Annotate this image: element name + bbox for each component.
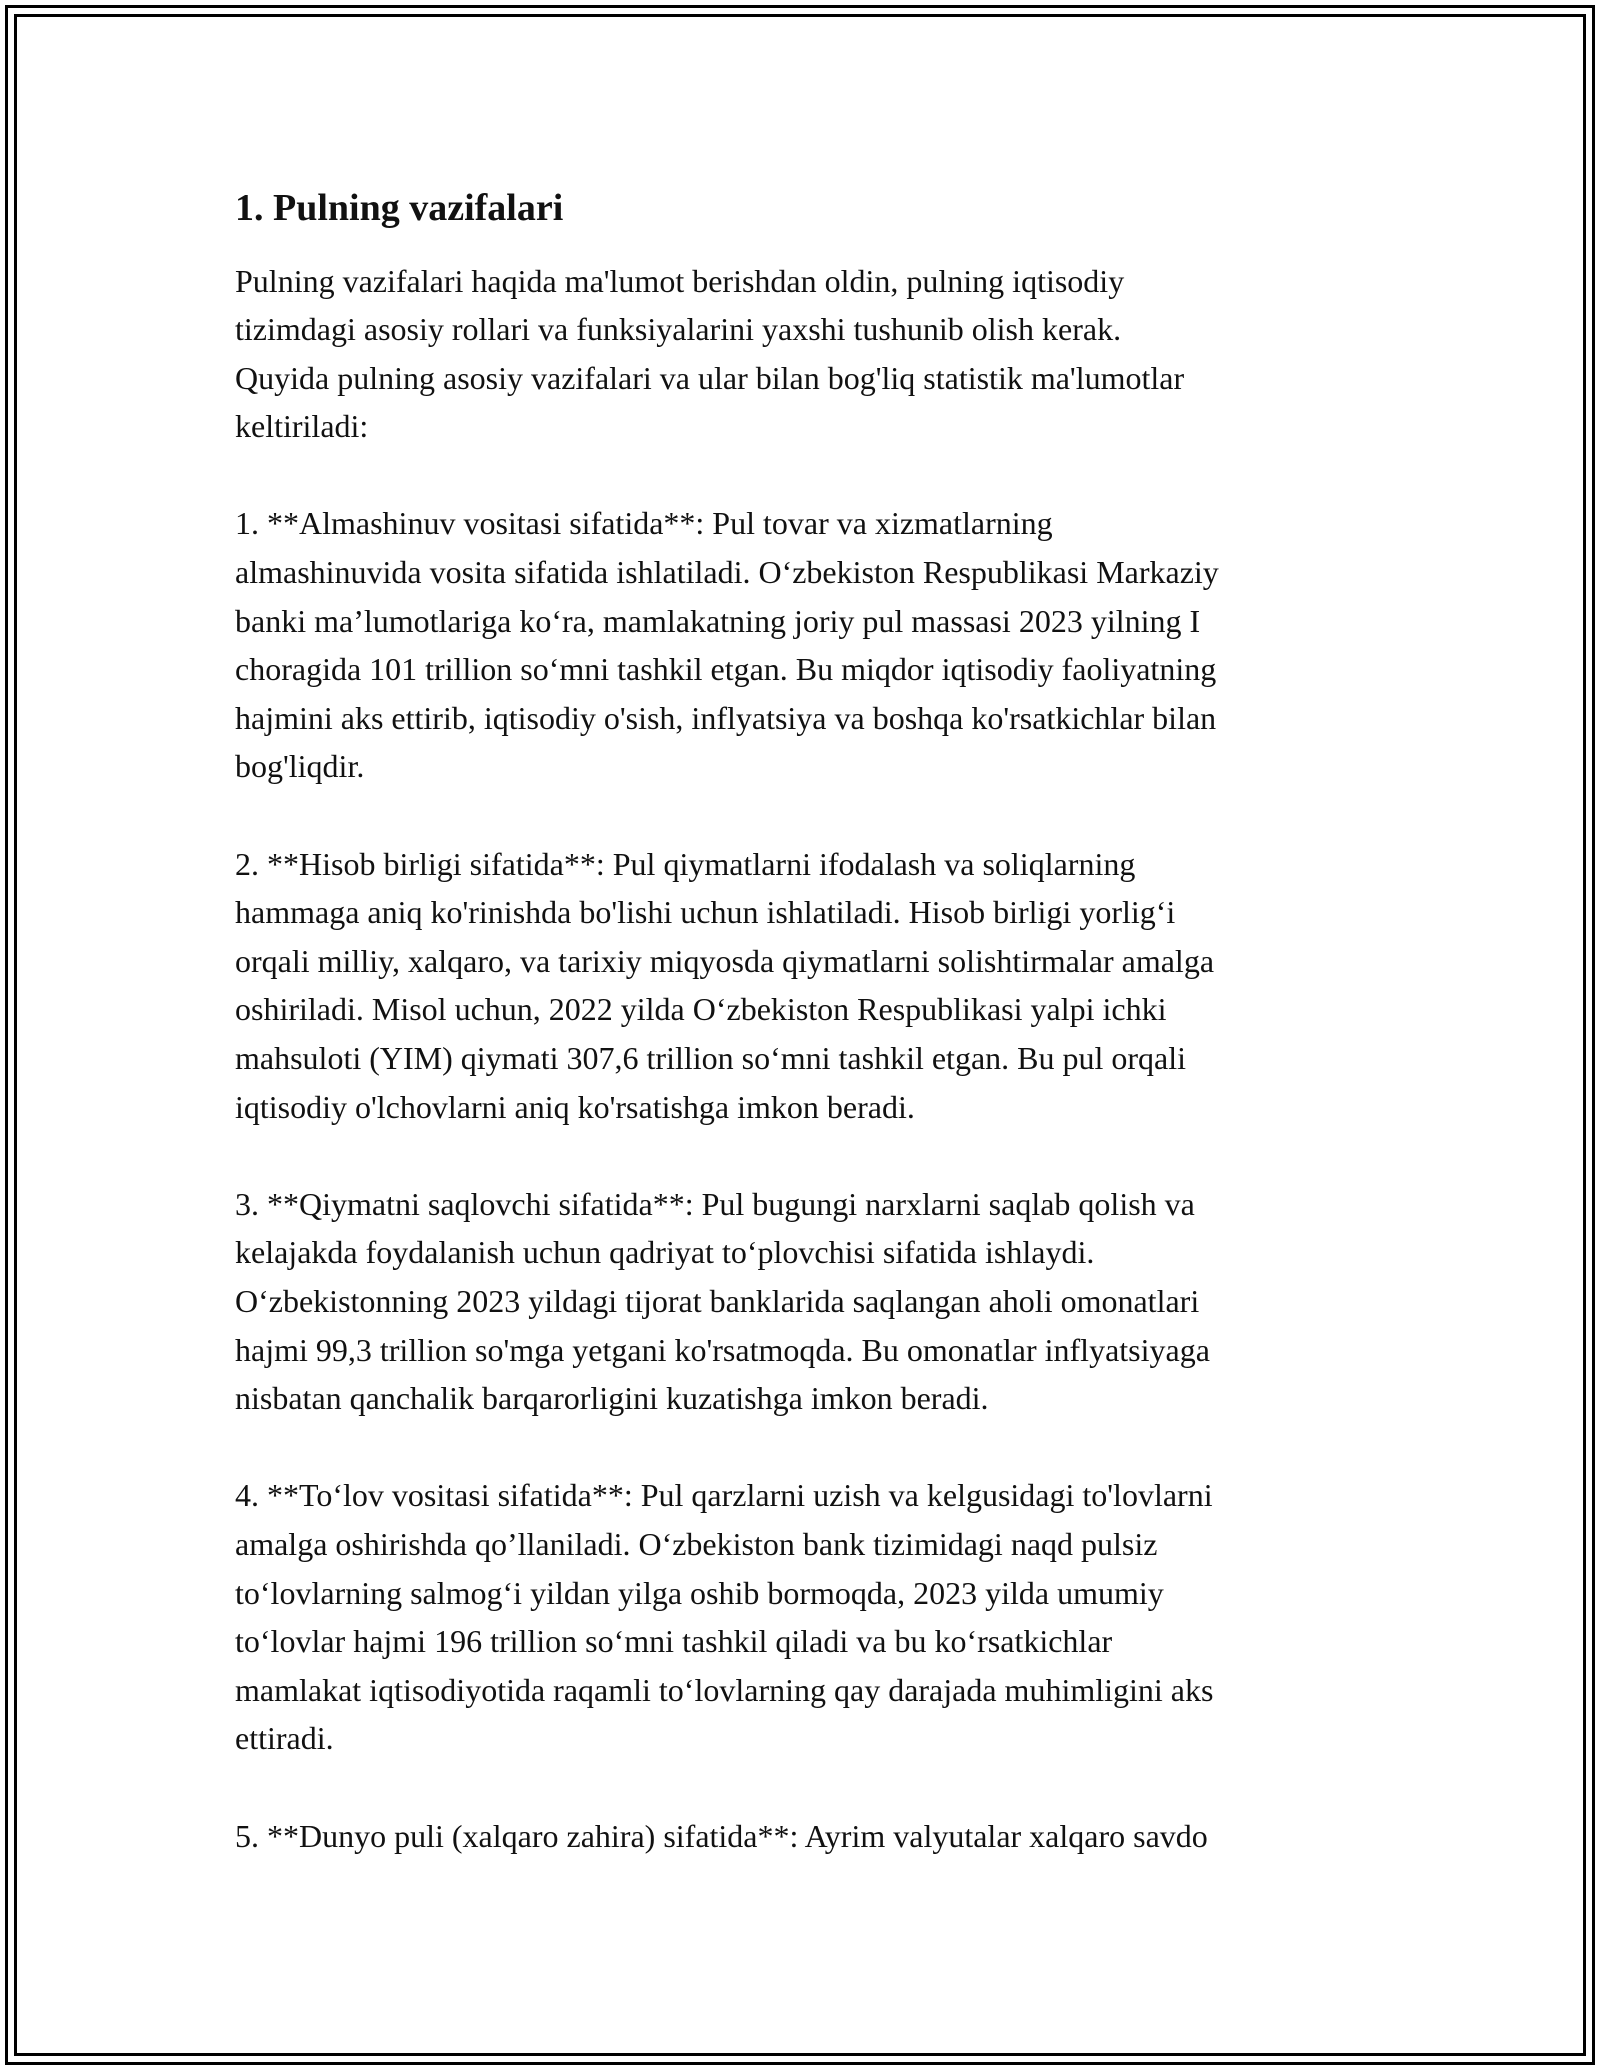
list-item-means-of-payment: 4. **To‘lov vositasi sifatida**: Pul qarzlarni uzish va kelgusidagi to'lovlarni amalga oshirishda qo’llaniladi. O‘zbekiston bank tizimidagi naqd pulsiz to‘lovlarning salmog‘i yildan yilga oshib bormoqda, 2023 yilda umumiy to‘lovlar hajmi 196 trillion so‘mni tashkil qiladi va bu ko‘rsatkichlar mamlakat iqtisodiyotida raqamli to‘lovlarning qay darajada muhimligini aks ettiradi.	[235, 1477, 1214, 1757]
list-item-unit-of-account: 2. **Hisob birligi sifatida**: Pul qiymatlarni ifodalash va soliqlarning hammaga aniq ko'rinishda bo'lishi uchun ishlatiladi. Hisob birligi yorlig‘i orqali milliy, xalqaro, va tarixiy miqyosda qiymatlarni solishtirmalar amalga oshiriladi. Misol uchun, 2022 yilda O‘zbekiston Respublikasi yalpi ichki mahsuloti (YIM) qiymati 307,6 trillion so‘mni tashkil etgan. Bu pul orqali iqtisodiy o'lchovlarni aniq ko'rsatishga imkon beradi.	[235, 845, 1215, 1125]
document-body	[235, 185, 1370, 1860]
section-heading: 1. Pulning vazifalari	[235, 187, 564, 229]
list-item-store-of-value: 3. **Qiymatni saqlovchi sifatida**: Pul bugungi narxlarni saqlab qolish va kelajakda foydalanish uchun qadriyat to‘plovchisi sifatida ishlaydi. O‘zbekistonning 2023 yildagi tijorat banklarida saqlangan aholi omonatlari hajmi 99,3 trillion so'mga yetgani ko'rsatmoqda. Bu omonatlar inflyatsiyaga nisbatan qanchalik barqarorligini kuzatishga imkon beradi.	[235, 1185, 1210, 1417]
list-item-exchange-medium: 1. **Almashinuv vositasi sifatida**: Pul tovar va xizmatlarning almashinuvida vosita sifatida ishlatiladi. O‘zbekiston Respublikasi Markaziy banki ma’lumotlariga ko‘ra, mamlakatning joriy pul massasi 2023 yilning I choragida 101 trillion so‘mni tashkil etgan. Bu miqdor iqtisodiy faoliyatning hajmini aks ettirib, iqtisodiy o'sish, inflyatsiya va boshqa ko'rsatkichlar bilan bog'liqdir.	[235, 505, 1219, 785]
list-item-world-money: 5. **Dunyo puli (xalqaro zahira) sifatida**: Ayrim valyutalar xalqaro savdo	[235, 1817, 1208, 1854]
intro-paragraph: Pulning vazifalari haqida ma'lumot berishdan oldin, pulning iqtisodiy tizimdagi asosiy rollari va funksiyalarini yaxshi tushunib olish kerak. Quyida pulning asosiy vazifalari va ular bilan bog'liq statistik ma'lumotlar keltiriladi:	[235, 262, 1185, 445]
